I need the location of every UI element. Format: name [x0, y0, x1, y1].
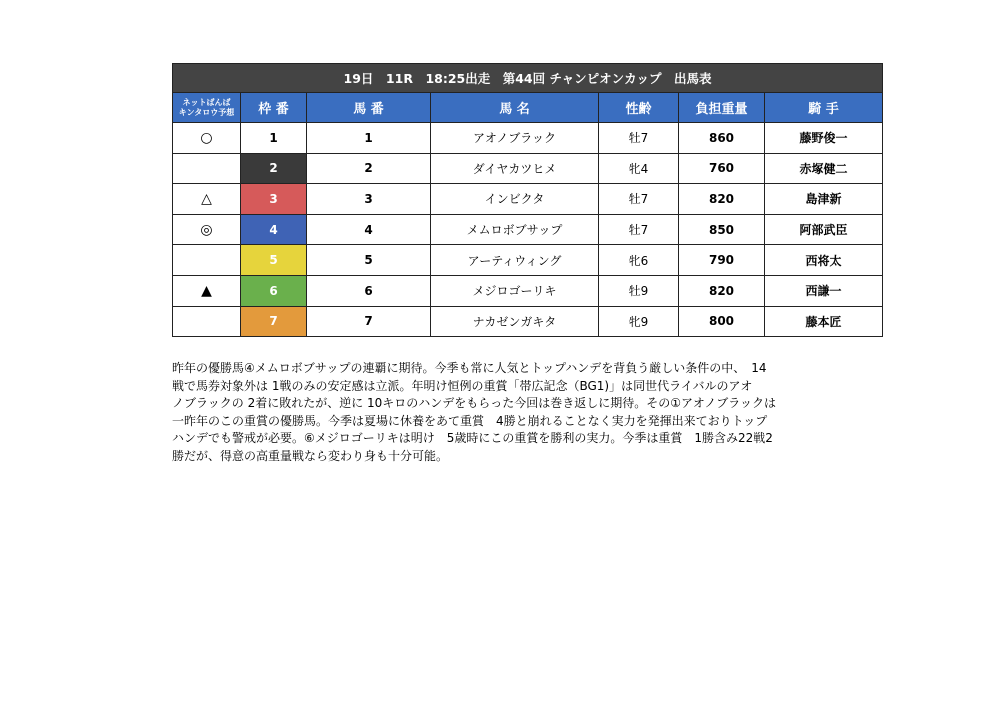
yoso-mark	[173, 245, 241, 276]
header-yoso	[173, 93, 241, 123]
table-body	[173, 123, 883, 337]
waku-number: 3	[241, 184, 307, 215]
table-row	[173, 184, 883, 215]
waku-number: 1	[241, 123, 307, 154]
waku-number: 5	[241, 245, 307, 276]
carried-weight: 850	[679, 214, 765, 245]
waku-number: 4	[241, 214, 307, 245]
table-row	[173, 123, 883, 154]
sex-age: 牡9	[599, 275, 679, 306]
jockey-name: 島津新	[765, 184, 883, 215]
horse-number: 5	[307, 245, 431, 276]
sex-age: 牝9	[599, 306, 679, 337]
carried-weight: 800	[679, 306, 765, 337]
horse-number: 1	[307, 123, 431, 154]
horse-name: ナカゼンガキタ	[431, 306, 599, 337]
carried-weight: 860	[679, 123, 765, 154]
header-uma: 馬 番	[307, 93, 431, 123]
yoso-mark	[173, 153, 241, 184]
table-row	[173, 214, 883, 245]
yoso-mark	[173, 306, 241, 337]
yoso-mark: ◎	[173, 214, 241, 245]
horse-name: アオノブラック	[431, 123, 599, 154]
race-comment: 昨年の優勝馬④メムロボブサップの連覇に期待。今季も常に人気とトップハンデを背負う厳しい条件の中、 14 戦で馬券対象外は 1戦のみの安定感は立派。年明け恒例の重賞「帯広記念（BG1)」は同世代ライバルのアオ ノブラックの 2着に敗れたが、逆に 10キロのハンデをもらった今回は巻き返しに期待。その①アオノブラックは 一昨年のこの重賞の優勝馬。今季は夏場に休養をあて重賞 4勝と崩れることなく実力を発揮出来ておりトップ ハンデでも警戒が必要。⑥メジロゴーリキは明け 5歳時にこの重賞を勝利の実力。今季は重賞 1勝含み22戦2 勝だが、得意の高重量戦なら変わり身も十分可能。	[172, 361, 776, 463]
header-row	[173, 93, 883, 123]
sex-age: 牝4	[599, 153, 679, 184]
table-row	[173, 275, 883, 306]
header-weight: 負担重量	[679, 93, 765, 123]
jockey-name: 西将太	[765, 245, 883, 276]
sex-age: 牡7	[599, 184, 679, 215]
horse-name: ダイヤカツヒメ	[431, 153, 599, 184]
horse-number: 6	[307, 275, 431, 306]
horse-name: メムロボブサップ	[431, 214, 599, 245]
table-row	[173, 245, 883, 276]
carried-weight: 790	[679, 245, 765, 276]
yoso-mark: △	[173, 184, 241, 215]
table-row	[173, 306, 883, 337]
jockey-name: 藤本匠	[765, 306, 883, 337]
race-entry-table	[172, 63, 883, 337]
sex-age: 牡7	[599, 123, 679, 154]
header-sex-age: 性齢	[599, 93, 679, 123]
waku-number: 2	[241, 153, 307, 184]
horse-name: アーティウィング	[431, 245, 599, 276]
header-yoso-label: ネットばんば キンタロウ予想	[178, 97, 235, 117]
jockey-name: 西謙一	[765, 275, 883, 306]
race-title: 19日 11R 18:25出走 第44回 チャンピオンカップ 出馬表	[173, 64, 883, 93]
jockey-name: 藤野俊一	[765, 123, 883, 154]
sex-age: 牝6	[599, 245, 679, 276]
carried-weight: 820	[679, 275, 765, 306]
waku-number: 6	[241, 275, 307, 306]
horse-number: 7	[307, 306, 431, 337]
carried-weight: 760	[679, 153, 765, 184]
horse-name: メジロゴーリキ	[431, 275, 599, 306]
header-waku: 枠 番	[241, 93, 307, 123]
jockey-name: 阿部武臣	[765, 214, 883, 245]
waku-number: 7	[241, 306, 307, 337]
horse-number: 3	[307, 184, 431, 215]
table-row	[173, 153, 883, 184]
title-row	[173, 64, 883, 93]
horse-name: インビクタ	[431, 184, 599, 215]
sex-age: 牡7	[599, 214, 679, 245]
header-jockey: 騎 手	[765, 93, 883, 123]
horse-number: 4	[307, 214, 431, 245]
jockey-name: 赤塚健二	[765, 153, 883, 184]
horse-number: 2	[307, 153, 431, 184]
yoso-mark: ▲	[173, 275, 241, 306]
carried-weight: 820	[679, 184, 765, 215]
yoso-mark: ○	[173, 123, 241, 154]
header-name: 馬 名	[431, 93, 599, 123]
